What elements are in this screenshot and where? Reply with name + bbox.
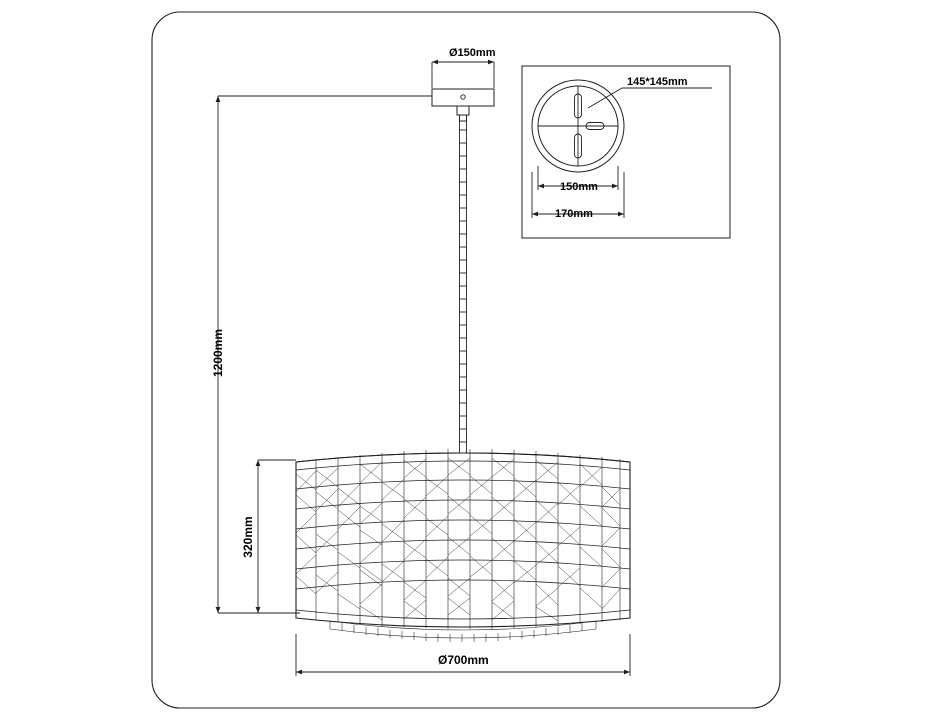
lamp-shade xyxy=(296,449,630,642)
detail-view-box xyxy=(522,66,730,238)
canopy-inner-label: 150mm xyxy=(560,181,598,193)
canopy-assembly xyxy=(432,89,494,121)
canopy-diameter-dimension xyxy=(432,60,494,88)
shade-diameter-label: Ø700mm xyxy=(438,653,489,667)
canopy-square-label: 145*145mm xyxy=(627,76,688,88)
canopy-outer-label: 170mm xyxy=(555,208,593,220)
canopy-diameter-label: Ø150mm xyxy=(449,47,496,59)
total-height-label: 1200mm xyxy=(211,328,225,378)
shade-height-dimension xyxy=(256,460,300,613)
suspension-chain xyxy=(460,121,467,455)
shade-height-label: 320mm xyxy=(241,516,255,558)
